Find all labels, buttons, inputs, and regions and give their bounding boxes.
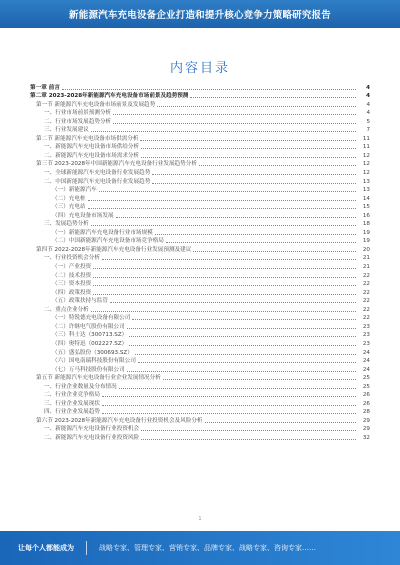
toc-entry-page: 19: [362, 229, 370, 236]
toc-entry-label: （六）国电南瑞科技股份有限公司: [52, 358, 136, 365]
toc-entry[interactable]: [30, 357, 370, 366]
toc-entry-page: 28: [362, 409, 370, 416]
toc-entry[interactable]: [30, 186, 370, 195]
toc-entry-page: 25: [362, 383, 370, 390]
toc-leader-dots: [91, 311, 356, 312]
toc-entry-label: （三）科士达（300713.SZ）: [52, 332, 128, 339]
toc-leader-dots: [140, 140, 356, 141]
toc-entry[interactable]: [30, 331, 370, 340]
toc-leader-dots: [102, 396, 356, 397]
toc-leader-dots: [152, 183, 356, 184]
toc-entry-page: 22: [362, 289, 370, 296]
toc-entry-label: 第一节 新能源汽车充电设备市场前景及发展趋势: [36, 101, 156, 108]
toc-entry-page: 11: [362, 135, 370, 142]
toc-leader-dots: [116, 217, 356, 218]
toc-entry[interactable]: [30, 177, 370, 186]
toc-entry[interactable]: [30, 160, 370, 169]
toc-entry[interactable]: [30, 322, 370, 331]
toc-entry-label: 四、行业企业发展趋势: [44, 409, 100, 416]
toc-entry-page: 5: [366, 118, 370, 125]
toc-entry[interactable]: [30, 143, 370, 152]
footer-slogan: 让每个人都能成为: [18, 544, 74, 552]
toc-entry-page: 13: [362, 178, 370, 185]
toc-entry-label: （一）新能源汽车充电设备行业市场规模: [52, 229, 153, 236]
toc-leader-dots: [127, 371, 356, 372]
toc-leader-dots: [152, 174, 356, 175]
toc-entry-page: 15: [362, 204, 370, 211]
toc-leader-dots: [135, 354, 356, 355]
toc-entry-label: （二）许继电气股份有限公司: [52, 323, 125, 330]
toc-entry-label: 二、中国新能源汽车充电设备行业发展趋势: [44, 178, 151, 185]
toc-entry[interactable]: [30, 228, 370, 237]
toc-entry-page: 22: [362, 281, 370, 288]
toc-leader-dots: [141, 157, 356, 158]
toc-entry-label: 一、全球新能源汽车充电设备行业发展趋势: [44, 170, 151, 177]
toc-entry-label: 一、行业投资机会分析: [44, 255, 100, 262]
toc-leader-dots: [127, 328, 356, 329]
toc-entry-page: 4: [366, 84, 370, 91]
toc-entry-page: 23: [362, 332, 370, 339]
toc-entry-page: 20: [362, 246, 370, 253]
toc-entry[interactable]: [30, 339, 370, 348]
toc-entry-label: 三、发展趋势分析: [44, 221, 89, 228]
toc-entry-page: 23: [362, 323, 370, 330]
toc-leader-dots: [141, 430, 356, 431]
toc-entry-page: 32: [362, 434, 370, 441]
toc-entry-label: （五）政策扶持与监管: [52, 298, 108, 305]
toc-entry-page: 24: [362, 366, 370, 373]
toc-entry-page: 14: [362, 195, 370, 202]
toc-leader-dots: [91, 225, 356, 226]
toc-entry-page: 22: [362, 298, 370, 305]
toc-entry-label: 三、行业企业发展现状: [44, 400, 100, 407]
toc-entry[interactable]: [30, 83, 370, 92]
toc-entry[interactable]: [30, 288, 370, 297]
toc-entry-page: 16: [362, 212, 370, 219]
toc-entry[interactable]: [30, 126, 370, 135]
toc-entry[interactable]: [30, 168, 370, 177]
toc-entry-label: 一、新能源汽车充电设备行业投资机会: [44, 426, 140, 433]
toc-leader-dots: [99, 191, 356, 192]
toc-leader-dots: [132, 319, 356, 320]
toc-entry-page: 25: [362, 375, 370, 382]
toc-leader-dots: [190, 97, 356, 98]
toc-entry-page: 11: [362, 144, 370, 151]
toc-entry[interactable]: [30, 374, 370, 383]
toc-leader-dots: [193, 251, 356, 252]
toc-leader-dots: [110, 302, 356, 303]
toc-entry-label: （二）中国新能源汽车充电设备市场竞争格局: [52, 238, 164, 245]
toc-entry-label: （二）充电桩: [52, 195, 86, 202]
toc-entry[interactable]: [30, 305, 370, 314]
toc-entry[interactable]: [30, 391, 370, 400]
toc-entry-label: 第二章 2023-2028年新能源汽车充电设备市场前景及趋势预测: [30, 93, 189, 100]
toc-entry-label: 三、行业发展建议: [44, 127, 89, 134]
toc-leader-dots: [102, 413, 356, 414]
toc-leader-dots: [205, 422, 356, 423]
toc-entry-page: 19: [362, 238, 370, 245]
toc-entry-label: 二、新能源汽车充电设备市场需求分析: [44, 152, 140, 159]
toc-entry[interactable]: [30, 433, 370, 442]
toc-entry-label: 二、重点企业分析: [44, 306, 89, 313]
toc-entry-page: 12: [362, 170, 370, 177]
toc-entry-label: （三）充电站: [52, 204, 86, 211]
toc-entry[interactable]: [30, 425, 370, 434]
toc-entry[interactable]: [30, 151, 370, 160]
report-title: 新能源汽车充电设备企业打造和提升核心竞争力策略研究报告: [69, 10, 331, 21]
toc-leader-dots: [93, 277, 356, 278]
toc-entry-label: 二、新能源汽车充电设备行业投资风险: [44, 434, 140, 441]
toc-entry-page: 4: [366, 110, 370, 117]
toc-entry-page: 22: [362, 306, 370, 313]
toc-entry-page: 26: [362, 392, 370, 399]
toc-leader-dots: [129, 345, 356, 346]
toc-entry-label: （五）盛弘股份（300693.SZ）: [52, 349, 133, 356]
toc-entry-label: （四）政策投资: [52, 289, 92, 296]
toc-entry-page: 21: [362, 264, 370, 271]
toc-leader-dots: [102, 259, 356, 260]
toc-entry[interactable]: [30, 297, 370, 306]
toc-entry-page: 26: [362, 400, 370, 407]
toc-entry-page: 24: [362, 349, 370, 356]
toc-entry-label: 一、新能源汽车充电设备市场供给分析: [44, 144, 140, 151]
toc-entry-page: 21: [362, 255, 370, 262]
toc-leader-dots: [163, 379, 356, 380]
toc-leader-dots: [141, 148, 356, 149]
toc-entry-page: 13: [362, 187, 370, 194]
toc-entry[interactable]: [30, 203, 370, 212]
toc-entry[interactable]: [30, 382, 370, 391]
toc-entry-page: 18: [362, 221, 370, 228]
toc-leader-dots: [157, 106, 356, 107]
toc-entry[interactable]: [30, 211, 370, 220]
toc-entry-label: 第二节 新能源汽车充电设备市场供需分析: [36, 135, 139, 142]
toc-leader-dots: [166, 242, 356, 243]
toc-leader-dots: [93, 294, 356, 295]
toc-leader-dots: [88, 200, 356, 201]
toc-entry-label: 第一章 前言: [30, 84, 60, 91]
toc-heading: 内容目录: [169, 61, 230, 76]
toc-entry[interactable]: [30, 314, 370, 323]
toc-entry-page: 29: [362, 417, 370, 424]
footer-banner: [0, 531, 400, 565]
footer-tagline: 战略专家、管理专家、营销专家、品牌专家、战略专家、咨询专家……: [99, 544, 316, 552]
toc-entry-page: 29: [362, 426, 370, 433]
toc-entry[interactable]: [30, 194, 370, 203]
toc-entry-label: 第五节 新能源汽车充电设备行业企业发展情况分析: [36, 375, 161, 382]
toc-leader-dots: [62, 89, 356, 90]
toc-entry[interactable]: [30, 100, 370, 109]
footer-divider: [86, 541, 87, 555]
toc-entry-page: 22: [362, 315, 370, 322]
toc-leader-dots: [199, 165, 356, 166]
toc-entry-label: （二）技术投资: [52, 272, 92, 279]
toc-leader-dots: [141, 439, 356, 440]
toc-entry-label: 一、行业市场前景预测分析: [44, 110, 112, 117]
toc-entry[interactable]: [30, 408, 370, 417]
toc-entry[interactable]: [30, 262, 370, 271]
toc-entry-label: 第六节 2023-2028年新能源汽车充电设备行业投资机会及风险分析: [36, 417, 203, 424]
toc-entry-page: 12: [362, 152, 370, 159]
toc-entry[interactable]: [30, 134, 370, 143]
toc-leader-dots: [93, 268, 356, 269]
toc-entry[interactable]: [30, 348, 370, 357]
toc-entry-label: 一、行业企业数量及分布情况: [44, 383, 117, 390]
toc-entry[interactable]: [30, 416, 370, 425]
toc-entry-page: 23: [362, 340, 370, 347]
toc-entry-page: 4: [366, 93, 370, 100]
toc-entry[interactable]: [30, 399, 370, 408]
toc-entry-label: （一）特锐德充电设备有限公司: [52, 315, 131, 322]
toc-entry-page: 24: [362, 358, 370, 365]
toc-leader-dots: [129, 336, 356, 337]
toc-entry[interactable]: [30, 92, 370, 101]
toc-leader-dots: [119, 388, 356, 389]
toc-entry-page: 22: [362, 272, 370, 279]
toc-entry-label: （三）资本投资: [52, 281, 92, 288]
toc-leader-dots: [155, 234, 356, 235]
page-number: 1: [198, 516, 202, 522]
toc-entry-label: （四）充电设备市场发展: [52, 212, 114, 219]
toc-entry-page: 7: [366, 127, 370, 134]
toc-entry-label: 二、行业市场发展趋势分析: [44, 118, 112, 125]
toc-entry[interactable]: [30, 280, 370, 289]
toc-entry-page: 4: [366, 101, 370, 108]
toc-entry[interactable]: [30, 254, 370, 263]
toc-leader-dots: [88, 208, 356, 209]
toc-entry-page: 12: [362, 161, 370, 168]
toc-entry-label: （一）新能源汽车: [52, 187, 97, 194]
toc-leader-dots: [91, 131, 356, 132]
table-of-contents: [30, 83, 370, 442]
toc-entry-label: 第三节 2023-2028年中国新能源汽车充电设备行业发展趋势分析: [36, 161, 197, 168]
report-header-banner: [0, 0, 400, 28]
toc-entry[interactable]: [30, 271, 370, 280]
toc-entry[interactable]: [30, 245, 370, 254]
toc-entry-label: （四）奥特迅（002227.SZ）: [52, 340, 128, 347]
toc-entry-label: 二、行业企业竞争格局: [44, 392, 100, 399]
toc-entry-label: （七）万马科技股份有限公司: [52, 366, 125, 373]
toc-leader-dots: [138, 362, 356, 363]
toc-leader-dots: [93, 285, 356, 286]
toc-entry-label: 第四节 2022-2028年新能源汽车充电设备行业发展预测及建议: [36, 246, 192, 253]
toc-entry-label: （一）产业投资: [52, 264, 92, 271]
toc-leader-dots: [113, 123, 356, 124]
toc-leader-dots: [102, 405, 356, 406]
toc-entry[interactable]: [30, 109, 370, 118]
toc-entry[interactable]: [30, 220, 370, 229]
toc-entry[interactable]: [30, 237, 370, 246]
toc-entry[interactable]: [30, 365, 370, 374]
toc-entry[interactable]: [30, 117, 370, 126]
toc-leader-dots: [113, 114, 356, 115]
